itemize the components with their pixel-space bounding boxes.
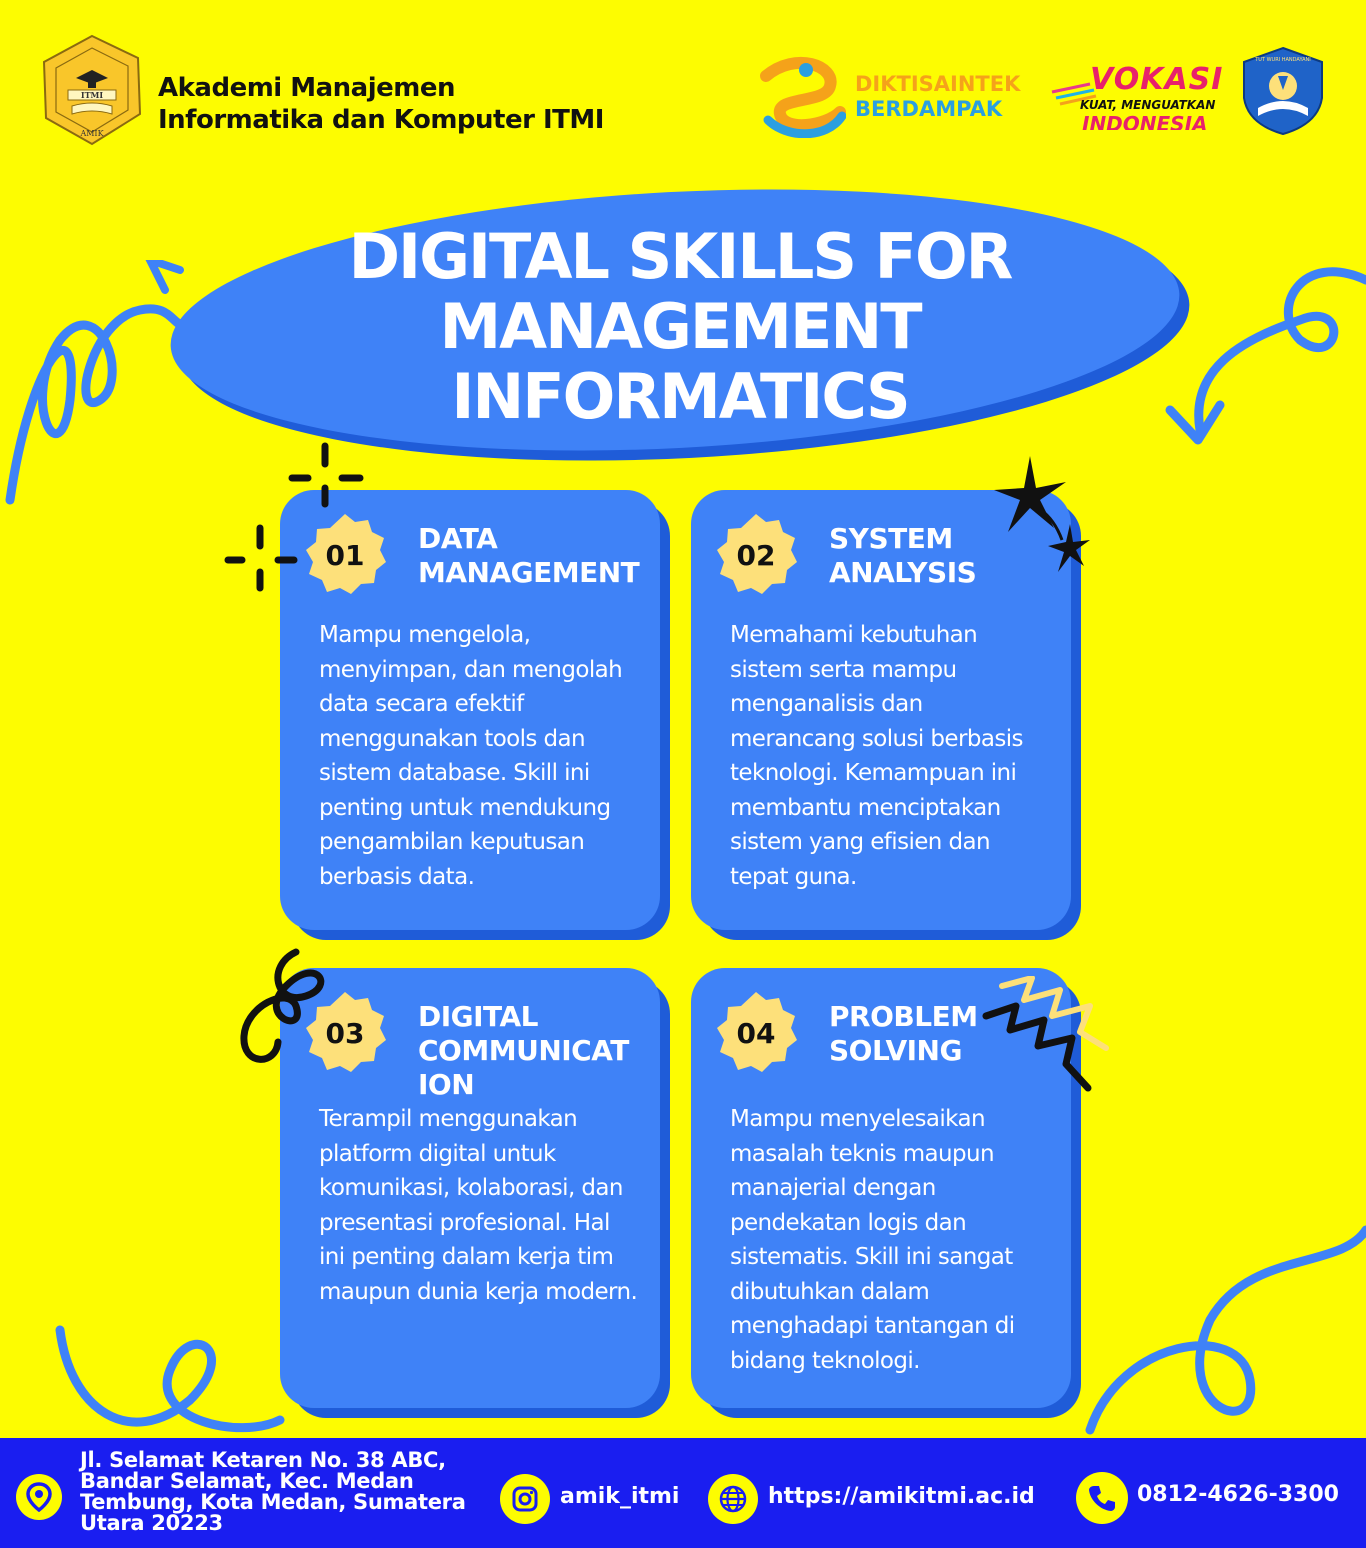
instagram-icon[interactable] bbox=[500, 1474, 550, 1524]
sparkle-icon bbox=[222, 440, 368, 596]
phone-icon[interactable] bbox=[1076, 1472, 1128, 1524]
instagram-handle-link[interactable]: amik_itmi bbox=[560, 1484, 680, 1509]
vokasi-tagline1: KUAT, MENGUATKAN bbox=[1080, 98, 1216, 112]
tut-wuri-handayani-logo-icon bbox=[1238, 46, 1328, 136]
star-icon bbox=[992, 452, 1096, 582]
logo-caption-text: AMIK bbox=[80, 129, 104, 138]
card-description: Mampu menyelesaikan masalah teknis maupun manajerial dengan pendekatan logis dan sistematis. Skill ini sangat dibutuhkan dalam menghadapi tantangan di bidang teknologi. bbox=[730, 1106, 1015, 1374]
card-description: Memahami kebutuhan sistem serta mampu menganalisis dan merancang solusi berbasis teknologi. Kemampuan ini membantu menciptakan sistem yang efisien dan tepat guna. bbox=[730, 622, 1023, 890]
institution-name-line2: Informatika dan Komputer ITMI bbox=[158, 105, 604, 135]
page-title bbox=[300, 222, 1060, 432]
diktisaintek-wordmark bbox=[855, 72, 1020, 122]
squiggle-icon bbox=[236, 946, 346, 1076]
institution-name-line1: Akademi Manajemen bbox=[158, 73, 456, 103]
page-title-line1: DIGITAL SKILLS FOR bbox=[348, 220, 1012, 293]
diktisaintek-line2: BERDAMPAK bbox=[855, 97, 1003, 121]
location-pin-icon bbox=[16, 1474, 62, 1520]
card-number: 01 bbox=[325, 538, 365, 572]
diktisaintek-logo-icon bbox=[756, 56, 846, 138]
card-description: Terampil menggunakan platform digital untuk komunikasi, kolaborasi, dan presentasi profesional. Hal ini penting dalam kerja tim maupun dunia kerja modern. bbox=[319, 1106, 638, 1305]
vokasi-logo bbox=[1050, 62, 1224, 142]
logo-band-text: ITMI bbox=[80, 90, 104, 100]
card-description: Mampu mengelola, menyimpan, dan mengolah data secara efektif menggunakan tools dan sistem database. Skill ini penting untuk mendukung pengambilan keputusan berbasis data. bbox=[319, 622, 623, 890]
card-title: PROBLEM SOLVING bbox=[829, 1000, 978, 1067]
website-link[interactable]: https://amikitmi.ac.id bbox=[768, 1484, 1035, 1509]
page-title-line2: MANAGEMENT bbox=[439, 290, 921, 363]
vokasi-tagline2: INDONESIA bbox=[1082, 112, 1208, 130]
card-title: DATA MANAGEMENT bbox=[418, 522, 640, 589]
vokasi-word: VOKASI bbox=[1090, 62, 1224, 97]
institution-name bbox=[158, 72, 604, 136]
diktisaintek-line1: DIKTISAINTEK bbox=[855, 72, 1021, 96]
bottom-left-swirl-decoration bbox=[40, 1310, 300, 1440]
card-number: 03 bbox=[325, 1016, 365, 1050]
card-title: DIGITAL COMMUNICAT ION bbox=[418, 1000, 629, 1101]
zigzag-icon bbox=[982, 976, 1110, 1094]
kemdik-ring-text: TUT WURI HANDAYANI bbox=[1255, 57, 1311, 63]
bottom-right-swirl-decoration bbox=[1080, 1210, 1366, 1440]
card-title: SYSTEM ANALYSIS bbox=[829, 522, 977, 589]
card-number: 04 bbox=[736, 1016, 776, 1050]
phone-number-link[interactable]: 0812-4626-3300 bbox=[1137, 1482, 1339, 1507]
globe-icon[interactable] bbox=[708, 1474, 758, 1524]
footer-address: Jl. Selamat Ketaren No. 38 ABC, Bandar Selamat, Kec. Medan Tembung, Kota Medan, Sumatera Utara 20223 bbox=[80, 1448, 466, 1535]
amik-itmi-logo-icon bbox=[40, 34, 144, 146]
page-title-line3: INFORMATICS bbox=[451, 360, 909, 433]
card-number: 02 bbox=[736, 538, 776, 572]
